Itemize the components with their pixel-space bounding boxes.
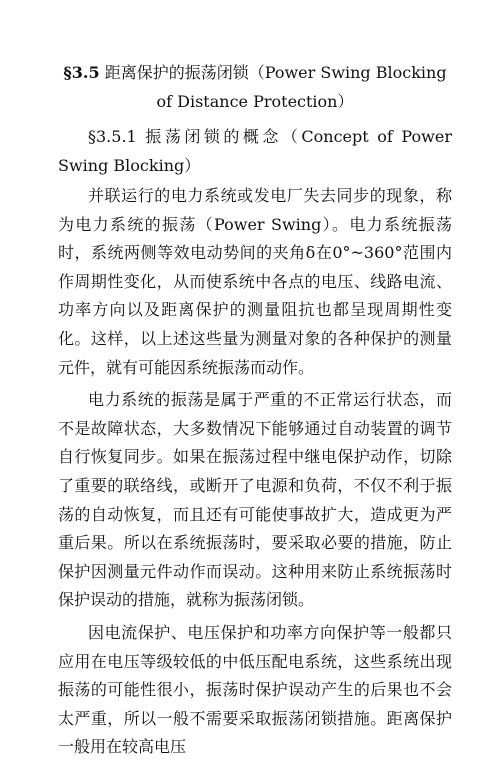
paragraph-swing-blocking-purpose: 电力系统的振荡是属于严重的不正常运行状态，而不是故障状态，大多数情况下能够通过自动装置的调节自行恢复同步。如果在振荡过程中继电保护动作，切除了重要的联络线，或断开了电源和负荷，不仅不利于振荡的自动恢复，而且还有可能使事故扩大，造成更为严重后果。所以在系统振荡时，要采取必要的措施，防止保护因测量元件动作而误动。这种用来防止系统振荡时保护误动的措施，就称为振荡闭锁。 (58, 390, 452, 610)
section-number: §3.5 (63, 63, 100, 82)
paragraph-power-swing-definition: 并联运行的电力系统或发电厂失去同步的现象，称为电力系统的振荡（Power Swing）。电力系统振荡时，系统两侧等效电动势间的夹角δ在0°~360°范围内作周期性变化，从而使系统中各点的电压、线路电流、功率方向以及距离保护的测量阻抗也都呈现周期性变化。这样，以上述这些量为测量对象的各种保护的测量元件，就有可能因系统振荡而动作。 (58, 186, 452, 377)
paragraph-protection-application: 因电流保护、电压保护和功率方向保护等一般都只应用在电压等级较低的中低压配电系统，这些系统出现振荡的可能性很小，振荡时保护误动产生的后果也不会太严重，所以一般不需要采取振荡闭锁措施。距离保护一般用在较高电压 (58, 622, 452, 757)
section-title-text: 距离保护的振荡闭锁（Power Swing Blocking of Distance Protection） (104, 63, 447, 111)
section-title (58, 58, 452, 116)
subsection-title: §3.5.1 振荡闭锁的概念（Concept of Power Swing Blocking） (58, 127, 452, 175)
